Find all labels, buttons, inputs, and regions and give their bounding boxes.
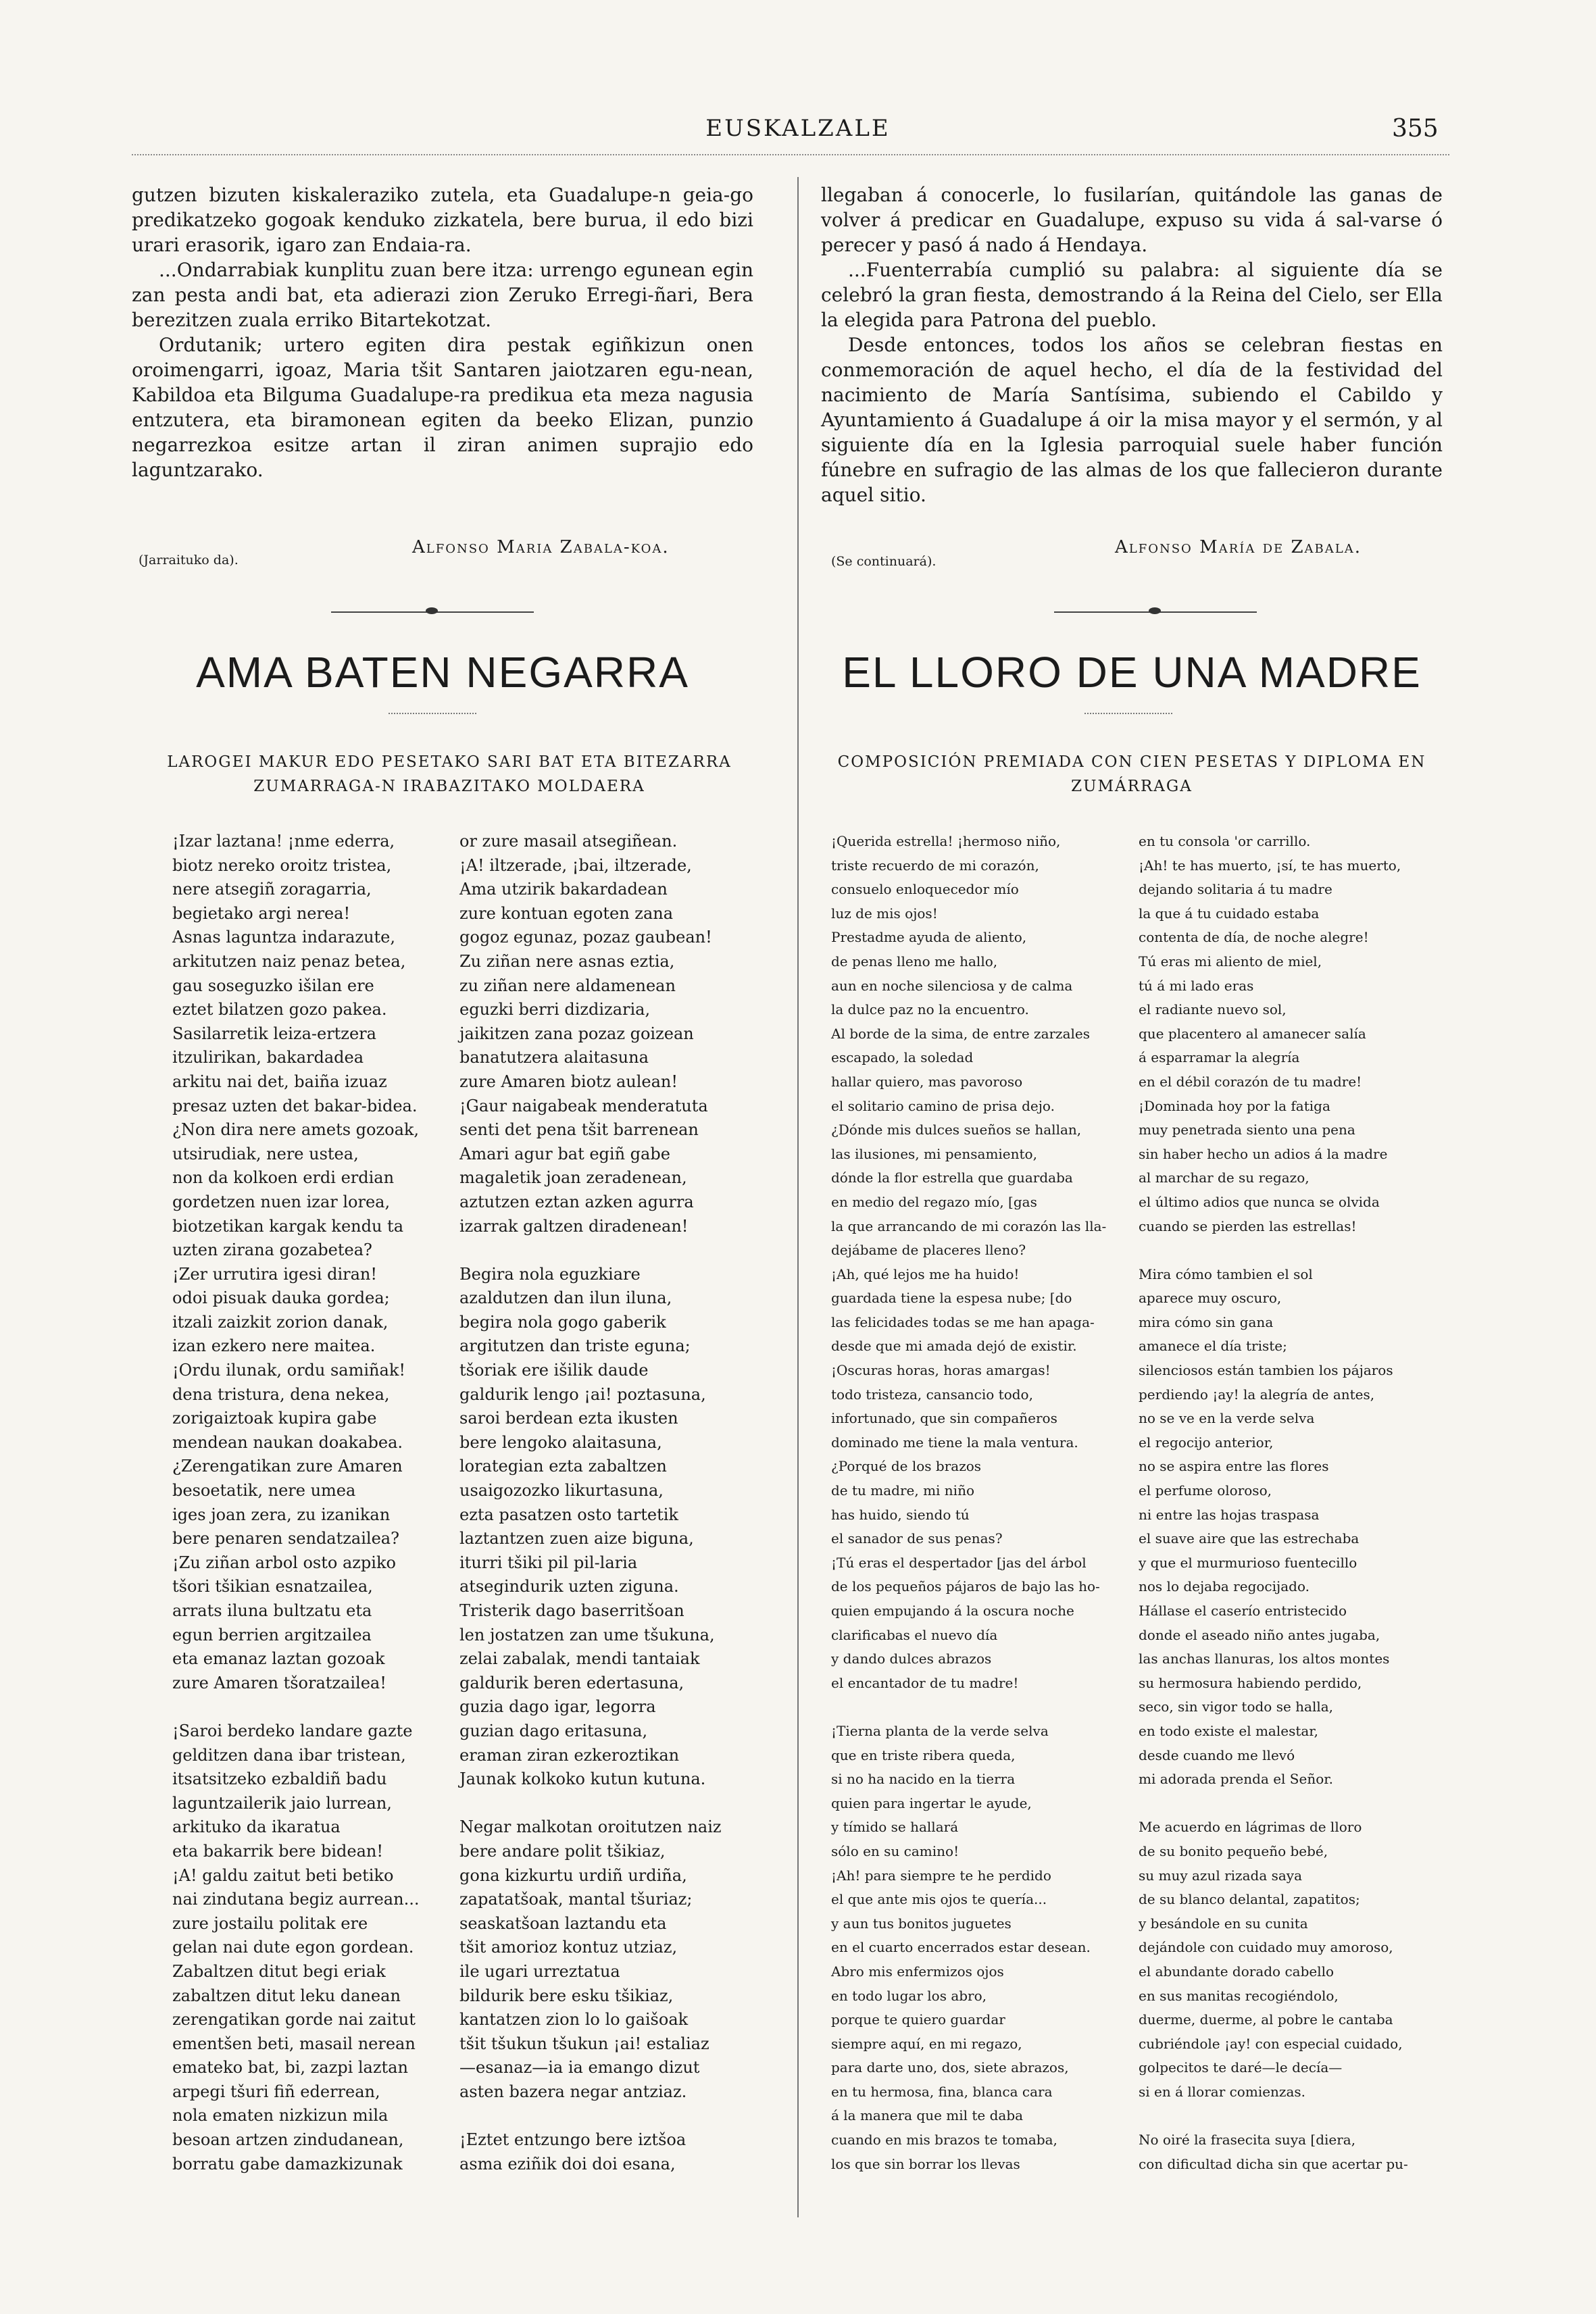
poem-line: eztet bilatzen gozo pakea. [172,1000,387,1020]
poem-line: cuando se pierden las estrellas! [1139,1217,1357,1234]
poem-line: silenciosos están tambien los pájaros [1139,1362,1393,1379]
poem-line: luz de mis ojos! [831,905,938,922]
poem-line: lorategian ezta zabaltzen [459,1457,667,1476]
poem-line: egun berrien argitzailea [172,1625,372,1644]
basque-prose [132,182,753,482]
poem-line: seaskatšoan laztandu eta [459,1913,667,1933]
poem-line: escapado, la soledad [831,1049,974,1066]
poem-line: ¡Tierna planta de la verde selva [831,1722,1049,1739]
poem-line: asma eziñik doi doi esana, [459,2154,676,2173]
poem-line: mendean naukan doakabea. [172,1432,403,1452]
basque-paragraph-3: Ordutanik; urtero egiten dira pestak egiñkizun onen oroimengarri, igoaz, Maria tšit Santaren jaiotzaren egu-nean, Kabildoa eta Bilguma Guadalupe-ra predikua eta meza nagusia entzutera, eta biramonean egiten da beeko Elizan, punzio negarrezkoa esitze artan il ziran animen suprajio edo laguntzarako. [132,334,753,481]
poem-line: besoan artzen zindudanean, [172,2130,404,2150]
poem-line: gau soseguzko išilan ere [172,976,374,995]
poem-line: Tú eras mi aliento de miel, [1139,953,1322,970]
poem-line: tšoriak ere išilik daude [459,1361,649,1380]
poem-line: al marchar de su regazo, [1139,1169,1310,1186]
poem-line: utsirudiak, nere ustea, [172,1144,359,1163]
poem-line: aun en noche silenciosa y de calma [831,977,1073,994]
poem-line: que en triste ribera queda, [831,1746,1016,1763]
poem-line: el que ante mis ojos te quería... [831,1891,1047,1908]
poem-line: ¿Dónde mis dulces sueños se hallan, [831,1122,1082,1138]
poem-line: zure kontuan egoten zana [459,903,674,923]
poem-line: todo tristeza, cansancio todo, [831,1386,1033,1403]
poem-line: que placentero al amanecer salía [1139,1025,1366,1042]
poem-line: izarrak galtzen diradenean! [459,1216,689,1236]
poem-line: gelditzen dana ibar tristean, [172,1745,406,1765]
poem-line: itzulirikan, bakardadea [172,1048,364,1067]
poem-line: ¡Dominada hoy por la fatiga [1139,1097,1330,1114]
poem-line: No oiré la frasecita suya [diera, [1139,2132,1356,2148]
basque-title-rule [389,713,476,714]
poem-line: ¡Zer urrutira igesi diran! [172,1264,377,1284]
poem-line: muy penetrada siento una pena [1139,1122,1355,1138]
poem-line: dónde la flor estrella que guardaba [831,1169,1073,1186]
poem-line: la dulce paz no la encuentro. [831,1001,1029,1018]
poem-line: dominado me tiene la mala ventura. [831,1434,1078,1451]
poem-line: laztantzen zuen aize biguna, [459,1529,694,1549]
poem-line: ezta pasatzen osto tartetik [459,1505,678,1524]
poem-line: el último adios que nunca se olvida [1139,1193,1380,1210]
poem-line: non da kolkoen erdi erdian [172,1168,395,1188]
poem-line: magaletik joan zeradenean, [459,1168,687,1188]
poem-line: triste recuerdo de mi corazón, [831,857,1039,874]
poem-line: clarificabas el nuevo día [831,1626,998,1643]
poem-line: las anchas llanuras, los altos montes [1139,1651,1390,1667]
poem-line: ¡A! galdu zaitut beti betiko [172,1865,394,1885]
stanza-break [831,1695,1128,1719]
spanish-signature: Alfonso María de Zabala. [1115,537,1362,557]
poem-line: eta emanaz laztan gozoak [172,1649,385,1669]
poem-line: arkituko da ikaratua [172,1817,341,1837]
poem-line: ¿Zerengatikan zure Amaren [172,1457,403,1476]
poem-line: golpecitos te daré—le decía— [1139,2059,1343,2076]
poem-line: tú á mi lado eras [1139,977,1254,994]
poem-line: Mira cómo tambien el sol [1139,1265,1313,1282]
poem-line: ¡Saroi berdeko landare gazte [172,1721,413,1740]
poem-line: len jostatzen zan ume tšukuna, [459,1625,715,1644]
poem-line: zorigaiztoak kupira gabe [172,1409,377,1428]
poem-line: quien empujando á la oscura noche [831,1603,1074,1619]
page-number: 355 [1392,115,1439,143]
poem-line: asten bazera negar antziaz. [459,2082,687,2101]
header-rule [132,154,1449,155]
poem-line: las felicidades todas se me han apaga- [831,1313,1095,1330]
poem-line: banatutzera alaitasuna [459,1048,649,1067]
stanza-break [1139,2104,1463,2128]
poem-line: de los pequeños pájaros de bajo las ho- [831,1578,1100,1595]
poem-line: begira nola gogo gaberik [459,1312,666,1332]
poem-line: el abundante dorado cabello [1139,1963,1335,1980]
poem-line: has huido, siendo tú [831,1506,970,1523]
poem-line: uzten zirana gozabetea? [172,1240,372,1260]
poem-line: bere lengoko alaitasuna, [459,1432,662,1452]
poem-line: infortunado, que sin compañeros [831,1410,1057,1427]
stanza-break [459,2104,777,2128]
poem-line: emateko bat, bi, zazpi laztan [172,2058,408,2078]
poem-line: á esparramar la alegría [1139,1049,1300,1066]
poem-line: kantatzen zion lo lo gaišoak [459,2010,689,2030]
poem-line: porque te quiero guardar [831,2011,1005,2028]
spanish-poem-column-1 [831,830,1128,2176]
basque-paragraph-2: ...Ondarrabiak kunplitu zuan bere itza: urrengo egunean egin zan pesta andi bat, eta adierazi zion Zeruko Erregi-ñari, Bera berezitzen zuala erriko Bitartekotzat. [132,259,753,331]
poem-line: sólo en su camino! [831,1842,959,1859]
poem-line: Zu ziñan nere asnas eztia, [459,951,675,971]
poem-line: Amari agur bat egiñ gabe [459,1144,670,1163]
poem-line: á la manera que mil te daba [831,2107,1024,2124]
poem-line: aztutzen eztan azken agurra [459,1192,694,1211]
poem-line: senti det pena tšit barrenean [459,1120,699,1140]
poem-line: Abro mis enfermizos ojos [831,1963,1004,1980]
poem-line: Zabaltzen ditut begi eriak [172,1961,386,1981]
poem-line: zure jostailu politak ere [172,1913,368,1933]
poem-line: los que sin borrar los llevas [831,2155,1020,2172]
poem-line: sin haber hecho un adios á la madre [1139,1145,1388,1162]
poem-line: bere penaren sendatzailea? [172,1529,399,1549]
poem-line: no se ve en la verde selva [1139,1410,1315,1427]
poem-line: saroi berdean ezta ikusten [459,1409,678,1428]
poem-line: izan ezkero nere maitea. [172,1336,376,1356]
poem-line: guzian dago eritasuna, [459,1721,648,1740]
poem-line: no se aspira entre las flores [1139,1458,1329,1475]
poem-line: ni entre las hojas traspasa [1139,1506,1320,1523]
poem-line: en medio del regazo mío, [gas [831,1193,1037,1210]
poem-line: gogoz egunaz, pozaz gaubean! [459,928,712,947]
basque-signature: Alfonso Maria Zabala-koa. [412,537,670,557]
poem-line: aparece muy oscuro, [1139,1290,1282,1307]
poem-line: dejábame de placeres lleno? [831,1242,1026,1259]
poem-line: ¡Ah! te has muerto, ¡sí, te has muerto, [1139,857,1401,874]
poem-line: zure Amaren tšoratzailea! [172,1673,386,1692]
poem-line: el suave aire que las estrechaba [1139,1530,1360,1547]
poem-line: en tu hermosa, fina, blanca cara [831,2083,1053,2100]
poem-line: ¿Non dira nere amets gozoak, [172,1120,420,1140]
poem-line: ile ugari urreztatua [459,1961,620,1981]
basque-poem-column-1 [172,830,456,2176]
poem-line: ¡Ah! para siempre te he perdido [831,1867,1051,1884]
poem-line: las ilusiones, mi pensamiento, [831,1145,1037,1162]
poem-line: desde cuando me llevó [1139,1746,1295,1763]
poem-line: or zure masail atsegiñean. [459,832,678,851]
poem-line: dena tristura, dena nekea, [172,1384,390,1404]
poem-line: desde que mi amada dejó de existir. [831,1338,1077,1355]
poem-line: para darte uno, dos, siete abrazos, [831,2059,1069,2076]
poem-line: ¡Ah, qué lejos me ha huido! [831,1265,1020,1282]
poem-line: Negar malkotan oroitutzen naiz [459,1817,722,1837]
poem-line: donde el aseado niño antes jugaba, [1139,1626,1380,1643]
poem-line: en el cuarto encerrados estar desean. [831,1939,1091,1956]
poem-line: nola ematen nizkizun mila [172,2106,389,2126]
poem-line: zerengatikan gorde nai zaitut [172,2010,416,2030]
poem-line: Jaunak kolkoko kutun kutuna. [459,1769,706,1789]
poem-line: arpegi tšuri fiñ ederrean, [172,2082,380,2101]
poem-line: de su blanco delantal, zapatitos; [1139,1891,1360,1908]
poem-line: quien para ingertar le ayude, [831,1794,1032,1811]
spanish-ornament-dot [1149,607,1161,614]
poem-line: presaz uzten det bakar-bidea. [172,1096,418,1115]
poem-line: mira cómo sin gana [1139,1313,1274,1330]
poem-line: usaigozozko likurtasuna, [459,1481,664,1501]
stanza-break [1139,1792,1463,1816]
poem-line: ¡A! iltzerade, ¡bai, iltzerade, [459,855,692,875]
poem-line: en todo existe el malestar, [1139,1722,1319,1739]
poem-line: ¡Tú eras el despertador [jas del árbol [831,1554,1087,1571]
running-header-title: EUSKALZALE [705,115,891,142]
poem-line: ¡Ordu ilunak, ordu samiñak! [172,1361,405,1380]
poem-line: Begira nola eguzkiare [459,1264,641,1284]
poem-line: de su bonito pequeño bebé, [1139,1842,1328,1859]
poem-line: biotzetikan kargak kendu ta [172,1216,404,1236]
poem-line: ¡Querida estrella! ¡hermoso niño, [831,833,1061,849]
spanish-title-rule [1084,713,1172,714]
poem-line: dejando solitaria á tu madre [1139,881,1332,898]
poem-line: gelan nai dute egon gordean. [172,1938,414,1957]
poem-line: biotz nereko oroitz tristea, [172,855,392,875]
poem-line: el encantador de tu madre! [831,1674,1019,1691]
poem-line: ¡Zu ziñan arbol osto azpiko [172,1553,396,1572]
poem-line: cubriéndole ¡ay! con especial cuidado, [1139,2035,1403,2052]
stanza-break [459,1238,777,1263]
poem-line: el radiante nuevo sol, [1139,1001,1287,1018]
poem-line: tšit tšukun tšukun ¡ai! estaliaz [459,2034,709,2053]
poem-line: Asnas laguntza indarazute, [172,928,396,947]
poem-line: el sanador de sus penas? [831,1530,1003,1547]
spanish-paragraph-2: ...Fuenterrabía cumplió su palabra: al siguiente día se celebró la gran fiesta, demostrando á la Reina del Cielo, ser Ella la elegida para Patrona del pueblo. [821,259,1443,331]
poem-line: hallar quiero, mas pavoroso [831,1073,1023,1090]
poem-line: dejándole con cuidado muy amoroso, [1139,1939,1393,1956]
poem-line: con dificultad dicha sin que acertar pu- [1139,2155,1408,2172]
spanish-prose [821,182,1443,507]
poem-line: iturri tšiki pil pil-laria [459,1553,638,1572]
column-divider [797,177,799,2217]
poem-line: duerme, duerme, al pobre le cantaba [1139,2011,1393,2028]
poem-line: el regocijo anterior, [1139,1434,1274,1451]
poem-line: cuando en mis brazos te tomaba, [831,2132,1057,2148]
poem-line: su hermosura habiendo perdido, [1139,1674,1362,1691]
basque-poem-title: AMA BATEN NEGARRA [196,648,689,697]
poem-line: guzia dago igar, legorra [459,1697,656,1717]
poem-line: itzali zaizkit zorion danak, [172,1312,389,1332]
poem-line: tšit amorioz kontuz utziaz, [459,1938,678,1957]
poem-line: zabaltzen ditut leku danean [172,1986,401,2005]
spanish-poem-column-2 [1139,830,1463,2176]
spanish-paragraph-3: Desde entonces, todos los años se celebran fiestas en conmemoración de aquel hecho, el día de la festividad del nacimiento de María Santísima, subiendo el Cabildo y Ayuntamiento á Guadalupe á oir la misa mayor y el sermón, y al siguiente día en la Iglesia parroquial suele haber función fúnebre en sufragio de las almas de los que fallecieron durante aquel sitio. [821,334,1443,506]
poem-line: arkitu nai det, baiña izuaz [172,1072,387,1091]
basque-poem-subtitle: LAROGEI MAKUR EDO PESETAKO SARI BAT ETA BITEZARRA ZUMARRAGA-N IRABAZITAKO MOLDAERA [167,753,732,795]
spanish-poem-title: EL LLORO DE UNA MADRE [842,648,1422,697]
spanish-poem-subtitle: COMPOSICIÓN PREMIADA CON CIEN PESETAS Y DIPLOMA EN ZUMÁRRAGA [837,753,1426,795]
poem-line: perdiendo ¡ay! la alegría de antes, [1139,1386,1375,1403]
poem-line: si en á llorar comienzas. [1139,2083,1306,2100]
poem-line: de penas lleno me hallo, [831,953,998,970]
poem-line: zapatatšoak, mantal tšuriaz; [459,1890,693,1909]
poem-line: y dando dulces abrazos [831,1651,992,1667]
poem-line: ¡Izar laztana! ¡nme ederra, [172,832,395,851]
poem-line: y aun tus bonitos juguetes [831,1915,1012,1932]
poem-line: Tristerik dago baserritšoan [459,1601,684,1620]
poem-line: Al borde de la sima, de entre zarzales [831,1025,1091,1042]
poem-line: begietako argi nerea! [172,903,351,923]
poem-line: la que arrancando de mi corazón las lla- [831,1217,1107,1234]
poem-line: zelai zabalak, mendi tantaiak [459,1649,700,1669]
spanish-paragraph-1: llegaban á conocerle, lo fusilarían, quitándole las ganas de volver á predicar en Guadalupe, expuso su vida á sal-varse ó perecer y pasó á nado á Hendaya. [821,184,1443,256]
basque-ornament-dot [426,607,438,614]
poem-line: Sasilarretik leiza-ertzera [172,1024,376,1043]
poem-line: nai zindutana begiz aurrean... [172,1890,420,1909]
poem-line: iges joan zera, zu izanikan [172,1505,391,1524]
poem-line: ¡Gaur naigabeak menderatuta [459,1096,708,1115]
poem-line: gordetzen nuen izar lorea, [172,1192,391,1211]
poem-line: azaldutzen dan ilun iluna, [459,1288,672,1308]
poem-line: odoi pisuak dauka gordea; [172,1288,390,1308]
stanza-break [1139,1238,1463,1263]
poem-line: ¿Porqué de los brazos [831,1458,982,1475]
poem-line: bere andare polit tšikiaz, [459,1841,666,1861]
poem-line: la que á tu cuidado estaba [1139,905,1320,922]
poem-line: galdurik lengo ¡ai! poztasuna, [459,1384,706,1404]
poem-line: tšori tšikian esnatzailea, [172,1577,373,1596]
poem-line: y besándole en su cunita [1139,1915,1308,1932]
poem-line: contenta de día, de noche alegre! [1139,929,1369,946]
poem-line: amanece el día triste; [1139,1338,1287,1355]
spanish-continuation-note: (Se continuará). [831,554,937,569]
poem-line: nos lo dejaba regocijado. [1139,1578,1310,1595]
poem-line: ¡Eztet entzungo bere iztšoa [459,2130,687,2150]
poem-line: guardada tiene la espesa nube; [do [831,1290,1072,1307]
poem-line: en tu consola 'or carrillo. [1139,833,1311,849]
poem-line: Prestadme ayuda de aliento, [831,929,1027,946]
poem-line: en el débil corazón de tu madre! [1139,1073,1362,1090]
poem-line: ¡Oscuras horas, horas amargas! [831,1362,1051,1379]
poem-line: mi adorada prenda el Señor. [1139,1771,1333,1788]
poem-line: —esanaz—ia ia emango dizut [459,2058,700,2078]
poem-line: en todo lugar los abro, [831,1987,987,2004]
poem-line: consuelo enloquecedor mío [831,881,1019,898]
basque-continuation-note: (Jarraituko da). [139,553,239,568]
poem-line: su muy azul rizada saya [1139,1867,1303,1884]
poem-line: nere atsegiñ zoragarria, [172,880,372,899]
poem-line: eta bakarrik bere bidean! [172,1841,383,1861]
poem-line: arkitutzen naiz penaz betea, [172,951,406,971]
poem-line: Hállase el caserío entristecido [1139,1603,1347,1619]
poem-line: gona kizkurtu urdiñ urdiña, [459,1865,687,1885]
poem-line: arrats iluna bultzatu eta [172,1601,372,1620]
poem-line: borratu gabe damazkizunak [172,2154,403,2173]
poem-line: el perfume oloroso, [1139,1482,1272,1499]
poem-line: Ama utzirik bakardadean [459,880,668,899]
poem-line: de tu madre, mi niño [831,1482,974,1499]
poem-line: en sus manitas recogiéndolo, [1139,1987,1339,2004]
poem-line: besoetatik, nere umea [172,1481,356,1501]
poem-line: zure Amaren biotz aulean! [459,1072,678,1091]
basque-poem-column-2 [459,830,777,2176]
poem-line: y que el murmurioso fuentecillo [1139,1554,1357,1571]
poem-line: seco, sin vigor todo se halla, [1139,1699,1334,1715]
poem-line: el solitario camino de prisa dejo. [831,1097,1055,1114]
poem-line: atsegindurik uzten ziguna. [459,1577,679,1596]
poem-line: y tímido se hallará [831,1819,959,1836]
stanza-break [459,1792,777,1816]
poem-line: laguntzailerik jaio lurrean, [172,1793,392,1813]
poem-line: argitutzen dan triste eguna; [459,1336,691,1356]
poem-line: si no ha nacido en la tierra [831,1771,1016,1788]
stanza-break [172,1695,456,1719]
poem-line: jaikitzen zana pozaz goizean [459,1024,694,1043]
poem-line: galdurik beren edertasuna, [459,1673,684,1692]
poem-line: zu ziñan nere aldamenean [459,976,676,995]
poem-line: eguzki berri dizdizaria, [459,1000,651,1020]
poem-line: itsatsitzeko ezbaldiñ badu [172,1769,387,1789]
poem-line: siempre aquí, en mi regazo, [831,2035,1022,2052]
poem-line: bildurik bere esku tšikiaz, [459,1986,674,2005]
basque-paragraph-1: gutzen bizuten kiskaleraziko zutela, eta Guadalupe-n geia-go predikatzeko gogoak kenduko zizkatela, bere burua, il edo bizi urari erasorik, igaro zan Endaia-ra. [132,184,753,256]
poem-line: Me acuerdo en lágrimas de lloro [1139,1819,1362,1836]
poem-line: eraman ziran ezkeroztikan [459,1745,680,1765]
poem-line: ementšen beti, masail nerean [172,2034,416,2053]
